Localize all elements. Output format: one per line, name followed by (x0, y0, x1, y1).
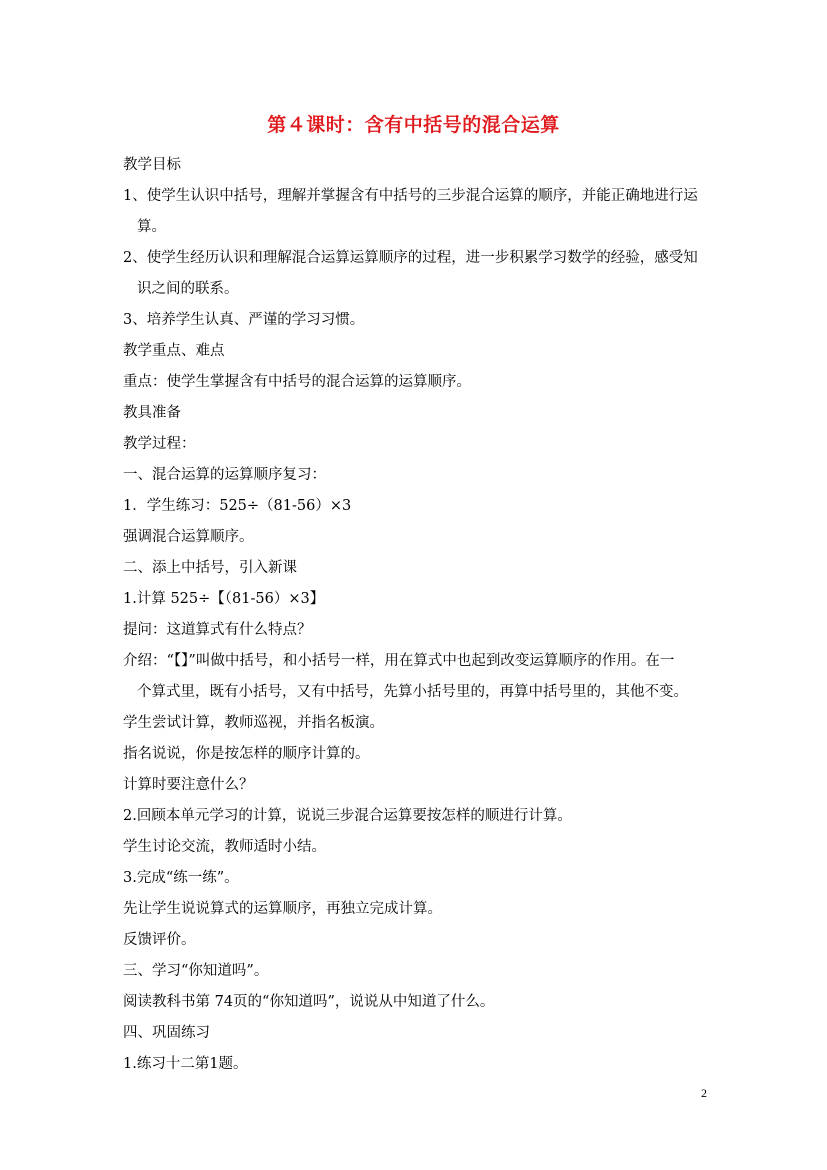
document-body (123, 150, 708, 1080)
section-2-intro-cont: 个算式里，既有小括号，又有中括号，先算小括号里的，再算中括号里的，其他不变。 (137, 684, 688, 700)
heading-materials: 教具准备 (123, 405, 181, 421)
section-3-read: 阅读教科书第 74页的“你知道吗”，说说从中知道了什么。 (123, 994, 495, 1010)
objective-2-cont: 识之间的联系。 (137, 281, 239, 297)
section-2-order: 先让学生说说算式的运算顺序，再独立完成计算。 (123, 901, 442, 917)
page-title: 第４课时：含有中括号的混合运算 (267, 114, 560, 136)
section-2-explain: 指名说说，你是按怎样的顺序计算的。 (123, 746, 370, 762)
objective-3: 3、培养学生认真、严谨的学习习惯。 (123, 312, 365, 328)
heading-key-points: 教学重点、难点 (123, 343, 225, 359)
section-2-calc: 1.计算 525÷【（81-56）×3】 (123, 591, 325, 607)
section-2-question: 提问：这道算式有什么特点？ (123, 622, 312, 638)
section-4-heading: 四、巩固练习 (123, 1025, 210, 1041)
section-1-exercise: 1．学生练习：525÷（81-56）×3 (123, 498, 352, 514)
section-2-intro: 介绍：“【】”叫做中括号，和小括号一样，用在算式中也起到改变运算顺序的作用。在一 (123, 653, 675, 669)
section-4-exercise: 1.练习十二第1题。 (123, 1056, 248, 1072)
section-2-try: 学生尝试计算，教师巡视，并指名板演。 (123, 715, 384, 731)
heading-process: 教学过程： (123, 436, 196, 452)
objective-2: 2、使学生经历认识和理解混合运算运算顺序的过程，进一步积累学习数学的经验，感受知 (123, 250, 698, 266)
section-2-discuss: 学生讨论交流，教师适时小结。 (123, 839, 326, 855)
section-1-heading: 一、混合运算的运算顺序复习： (123, 467, 326, 483)
section-3-heading: 三、学习“你知道吗”。 (123, 963, 269, 979)
section-2-heading: 二、添上中括号，引入新课 (123, 560, 297, 576)
section-2-attention: 计算时要注意什么？ (123, 777, 254, 793)
section-2-feedback: 反馈评价。 (123, 932, 196, 948)
objective-1: 1、使学生认识中括号，理解并掌握含有中括号的三步混合运算的顺序，并能正确地进行运 (123, 188, 698, 204)
section-2-review: 2.回顾本单元学习的计算，说说三步混合运算要按怎样的顺进行计算。 (123, 808, 572, 824)
section-1-note: 强调混合运算顺序。 (123, 529, 254, 545)
objective-1-cont: 算。 (137, 219, 166, 235)
section-2-practice: 3.完成“练一练”。 (123, 870, 239, 886)
page-number: 2 (701, 1086, 707, 1100)
heading-objectives: 教学目标 (123, 157, 181, 173)
key-point: 重点：使学生掌握含有中括号的混合运算的运算顺序。 (123, 374, 471, 390)
